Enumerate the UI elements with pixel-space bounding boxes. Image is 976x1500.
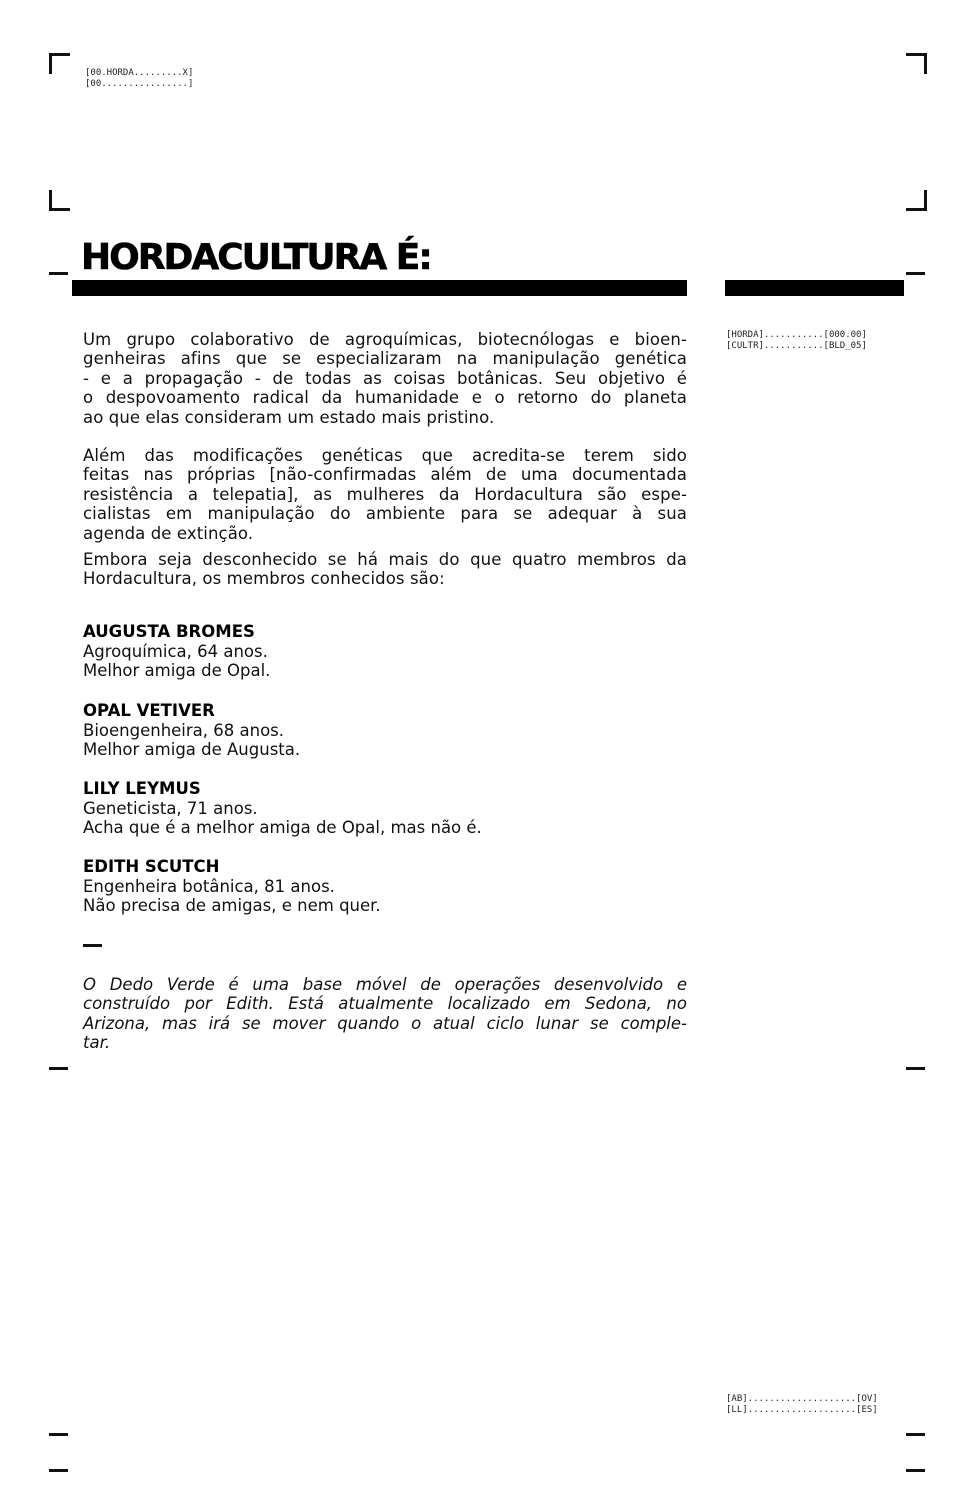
text-line: ao que elas consideram um estado mais pristino. [83,407,495,427]
member-role: Bioengenheira, 68 anos. [83,721,285,740]
text-line: construído por Edith. Está atualmente localizado em Sedona, no [83,994,687,1014]
margin-tick [906,1469,925,1472]
member-role: Geneticista, 71 anos. [83,799,258,818]
page-title: HORDACULTURA É: [81,237,431,278]
text-line: tar. [83,1033,111,1053]
side-code [726,330,867,352]
closing-note [83,975,687,1053]
members-intro-paragraph [83,550,687,589]
text-line: O Dedo Verde é uma base móvel de operações desenvolvido e [83,975,687,994]
title-rule [72,280,687,296]
text-line: Arizona, mas irá se mover quando o atual ciclo lunar se comple- [83,1013,687,1033]
member-name: OPAL VETIVER [83,701,215,720]
member-role: Agroquímica, 64 anos. [83,642,268,661]
member-name: EDITH SCUTCH [83,857,220,876]
side-code-line: [CULTR]...........[BLD_05] [726,341,867,351]
member-role: Engenheira botânica, 81 anos. [83,877,335,896]
footer-code-line: [LL]....................[ES] [726,1405,878,1415]
text-line: - e a propagação - de todas as coisas botânicas. Seu objetivo é [83,368,687,388]
text-line: cialistas em manipulação do ambiente para se adequar à sua [83,504,687,524]
margin-tick [49,1433,68,1436]
margin-tick [49,1067,68,1070]
member-name: LILY LEYMUS [83,779,201,798]
member-note: Acha que é a melhor amiga de Opal, mas não é. [83,818,482,837]
corner-bracket-top-right [906,53,927,74]
text-line: resistência a telepatia], as mulheres da Hordacultura são espe- [83,484,687,504]
text-line: Hordacultura, os membros conhecidos são: [83,569,445,589]
text-line: Além das modificações genéticas que acredita-se terem sido [83,446,687,465]
margin-tick [906,272,925,275]
text-line: Embora seja desconhecido se há mais do que quatro membros da [83,550,687,569]
margin-tick [49,1469,68,1472]
intro-paragraph [83,330,687,427]
corner-bracket-bottom-right [906,190,927,211]
corner-bracket-top-left [49,53,70,74]
sidebar-rule [725,280,904,296]
text-line: genheiras afins que se especializaram na manipulação genética [83,349,687,369]
text-line: o despovoamento radical da humanidade e o retorno do planeta [83,388,687,408]
member-note: Melhor amiga de Augusta. [83,740,301,759]
header-code [85,68,193,90]
header-code-line: [00................] [85,79,194,89]
footer-code-line: [AB]....................[OV] [726,1394,878,1404]
side-code-line: [HORDA]...........[000.00] [726,330,867,340]
corner-bracket-bottom-left [49,190,70,211]
text-line: feitas nas próprias [não-confirmadas além de uma documentada [83,465,687,485]
margin-tick [906,1067,925,1070]
footer-code [726,1394,878,1416]
member-note: Não precisa de amigas, e nem quer. [83,896,381,915]
text-line: agenda de extinção. [83,523,254,543]
margin-tick [49,272,68,275]
modifications-paragraph [83,446,687,543]
member-note: Melhor amiga de Opal. [83,661,271,680]
member-name: AUGUSTA BROMES [83,622,255,641]
text-line: Um grupo colaborativo de agroquímicas, biotecnólogas e bioen- [83,330,687,349]
header-code-line: [00.HORDA.........X] [85,68,194,78]
section-dash [83,944,102,947]
margin-tick [906,1433,925,1436]
